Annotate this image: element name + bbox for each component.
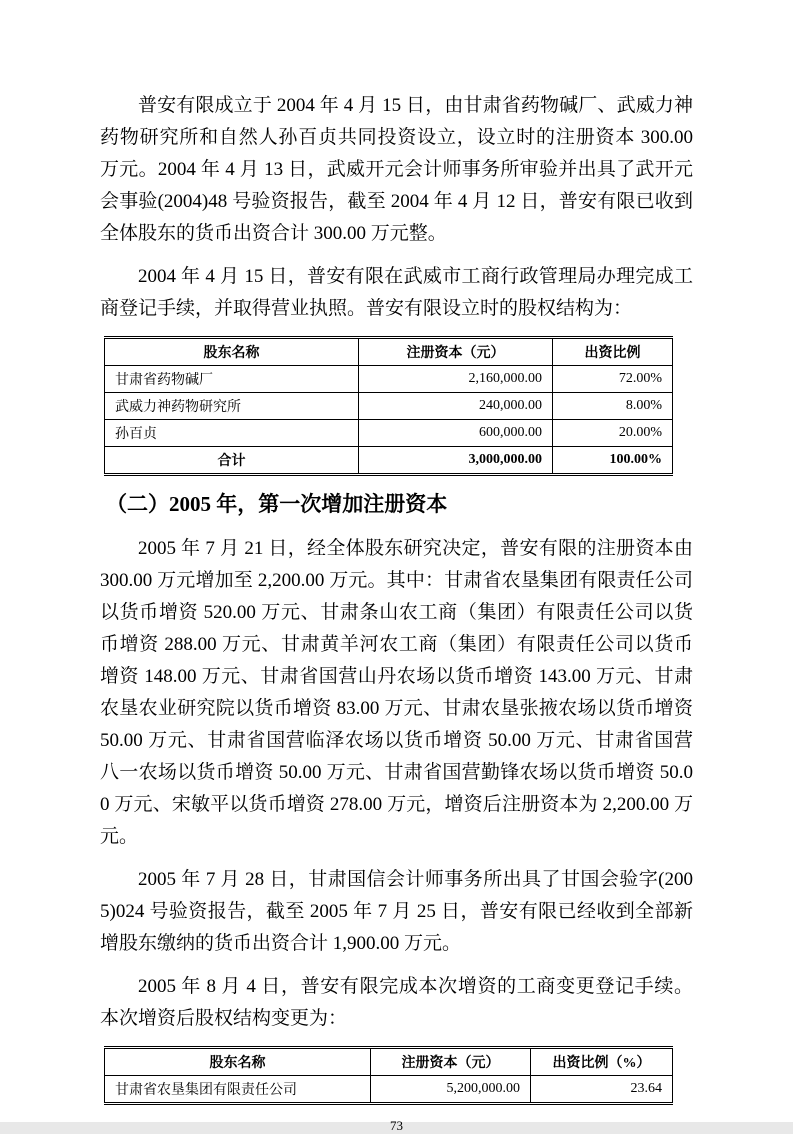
shareholder-name: 甘肃省药物碱厂 bbox=[105, 366, 359, 393]
header-shareholder-name: 股东名称 bbox=[105, 1048, 371, 1076]
registered-capital-value: 240,000.00 bbox=[359, 393, 553, 420]
page-number: 73 bbox=[390, 1118, 403, 1133]
table-total-row bbox=[105, 447, 673, 475]
header-registered-capital: 注册资本（元） bbox=[359, 338, 553, 366]
contribution-ratio-value: 20.00% bbox=[553, 420, 673, 447]
registered-capital-value: 600,000.00 bbox=[359, 420, 553, 447]
paragraph-capital-increase-details: 2005 年 7 月 21 日，经全体股东研究决定，普安有限的注册资本由 300.00 万元增加至 2,200.00 万元。其中：甘肃省农垦集团有限责任公司以货币增资 520.00 万元、甘肃条山农工商（集团）有限责任公司以货币增资 288.00 万元、甘肃黄羊河农工商（集团）有限责任公司以货币增资 148.00 万元、甘肃省国营山丹农场以货币增资 143.00 万元、甘肃农垦农业研究院以货币增资 83.00 万元、甘肃农垦张掖农场以货币增资 50.00 万元、甘肃省国营临泽农场以货币增资 50.00 万元、甘肃省国营八一农场以货币增资 50.00 万元、甘肃省国营勤锋农场以货币增资 50.00 万元、宋敏平以货币增资 278.00 万元，增资后注册资本为 2,200.00 万元。 bbox=[100, 538, 693, 847]
paragraph-capital-verification: 2005 年 7 月 28 日，甘肃国信会计师事务所出具了甘国会验字(2005)024 号验资报告，截至 2005 年 7 月 25 日，普安有限已经收到全部新增股东缴纳的货币出资合计 1,900.00 万元。 bbox=[100, 869, 693, 954]
total-registered-capital: 3,000,000.00 bbox=[359, 447, 553, 475]
paragraph-registration-change: 2005 年 8 月 4 日，普安有限完成本次增资的工商变更登记手续。本次增资后股权结构变更为： bbox=[100, 976, 693, 1029]
paragraph-company-establishment: 普安有限成立于 2004 年 4 月 15 日，由甘肃省药物碱厂、武威力神药物研究所和自然人孙百贞共同投资设立，设立时的注册资本 300.00 万元。2004 年 4 月 13 日，武威开元会计师事务所审验并出具了武开元会事验(2004)48 号验资报告，截至 2004 年 4 月 12 日，普安有限已收到全体股东的货币出资合计 300.00 万元整。 bbox=[100, 95, 693, 244]
section-heading-capital-increase: （二）2005 年，第一次增加注册资本 bbox=[106, 492, 448, 516]
contribution-ratio-value: 72.00% bbox=[553, 366, 673, 393]
total-label: 合计 bbox=[105, 447, 359, 475]
table-row bbox=[105, 366, 673, 393]
header-contribution-ratio: 出资比例 bbox=[553, 338, 673, 366]
shareholder-name: 甘肃省农垦集团有限责任公司 bbox=[105, 1076, 371, 1104]
shareholding-table-initial bbox=[104, 336, 673, 476]
shareholder-name: 武威力神药物研究所 bbox=[105, 393, 359, 420]
shareholding-table-after-increase bbox=[104, 1046, 673, 1105]
table-header-row bbox=[105, 1048, 673, 1076]
total-contribution-ratio: 100.00% bbox=[553, 447, 673, 475]
header-shareholder-name: 股东名称 bbox=[105, 338, 359, 366]
contribution-ratio-value: 8.00% bbox=[553, 393, 673, 420]
table-header-row bbox=[105, 338, 673, 366]
table-row bbox=[105, 1076, 673, 1104]
registered-capital-value: 2,160,000.00 bbox=[359, 366, 553, 393]
paragraph-business-registration: 2004 年 4 月 15 日，普安有限在武威市工商行政管理局办理完成工商登记手续，并取得营业执照。普安有限设立时的股权结构为： bbox=[100, 266, 693, 319]
shareholder-name: 孙百贞 bbox=[105, 420, 359, 447]
registered-capital-value: 5,200,000.00 bbox=[371, 1076, 531, 1104]
header-contribution-ratio: 出资比例（%） bbox=[531, 1048, 673, 1076]
table-row bbox=[105, 420, 673, 447]
contribution-ratio-value: 23.64 bbox=[531, 1076, 673, 1104]
header-registered-capital: 注册资本（元） bbox=[371, 1048, 531, 1076]
table-row bbox=[105, 393, 673, 420]
